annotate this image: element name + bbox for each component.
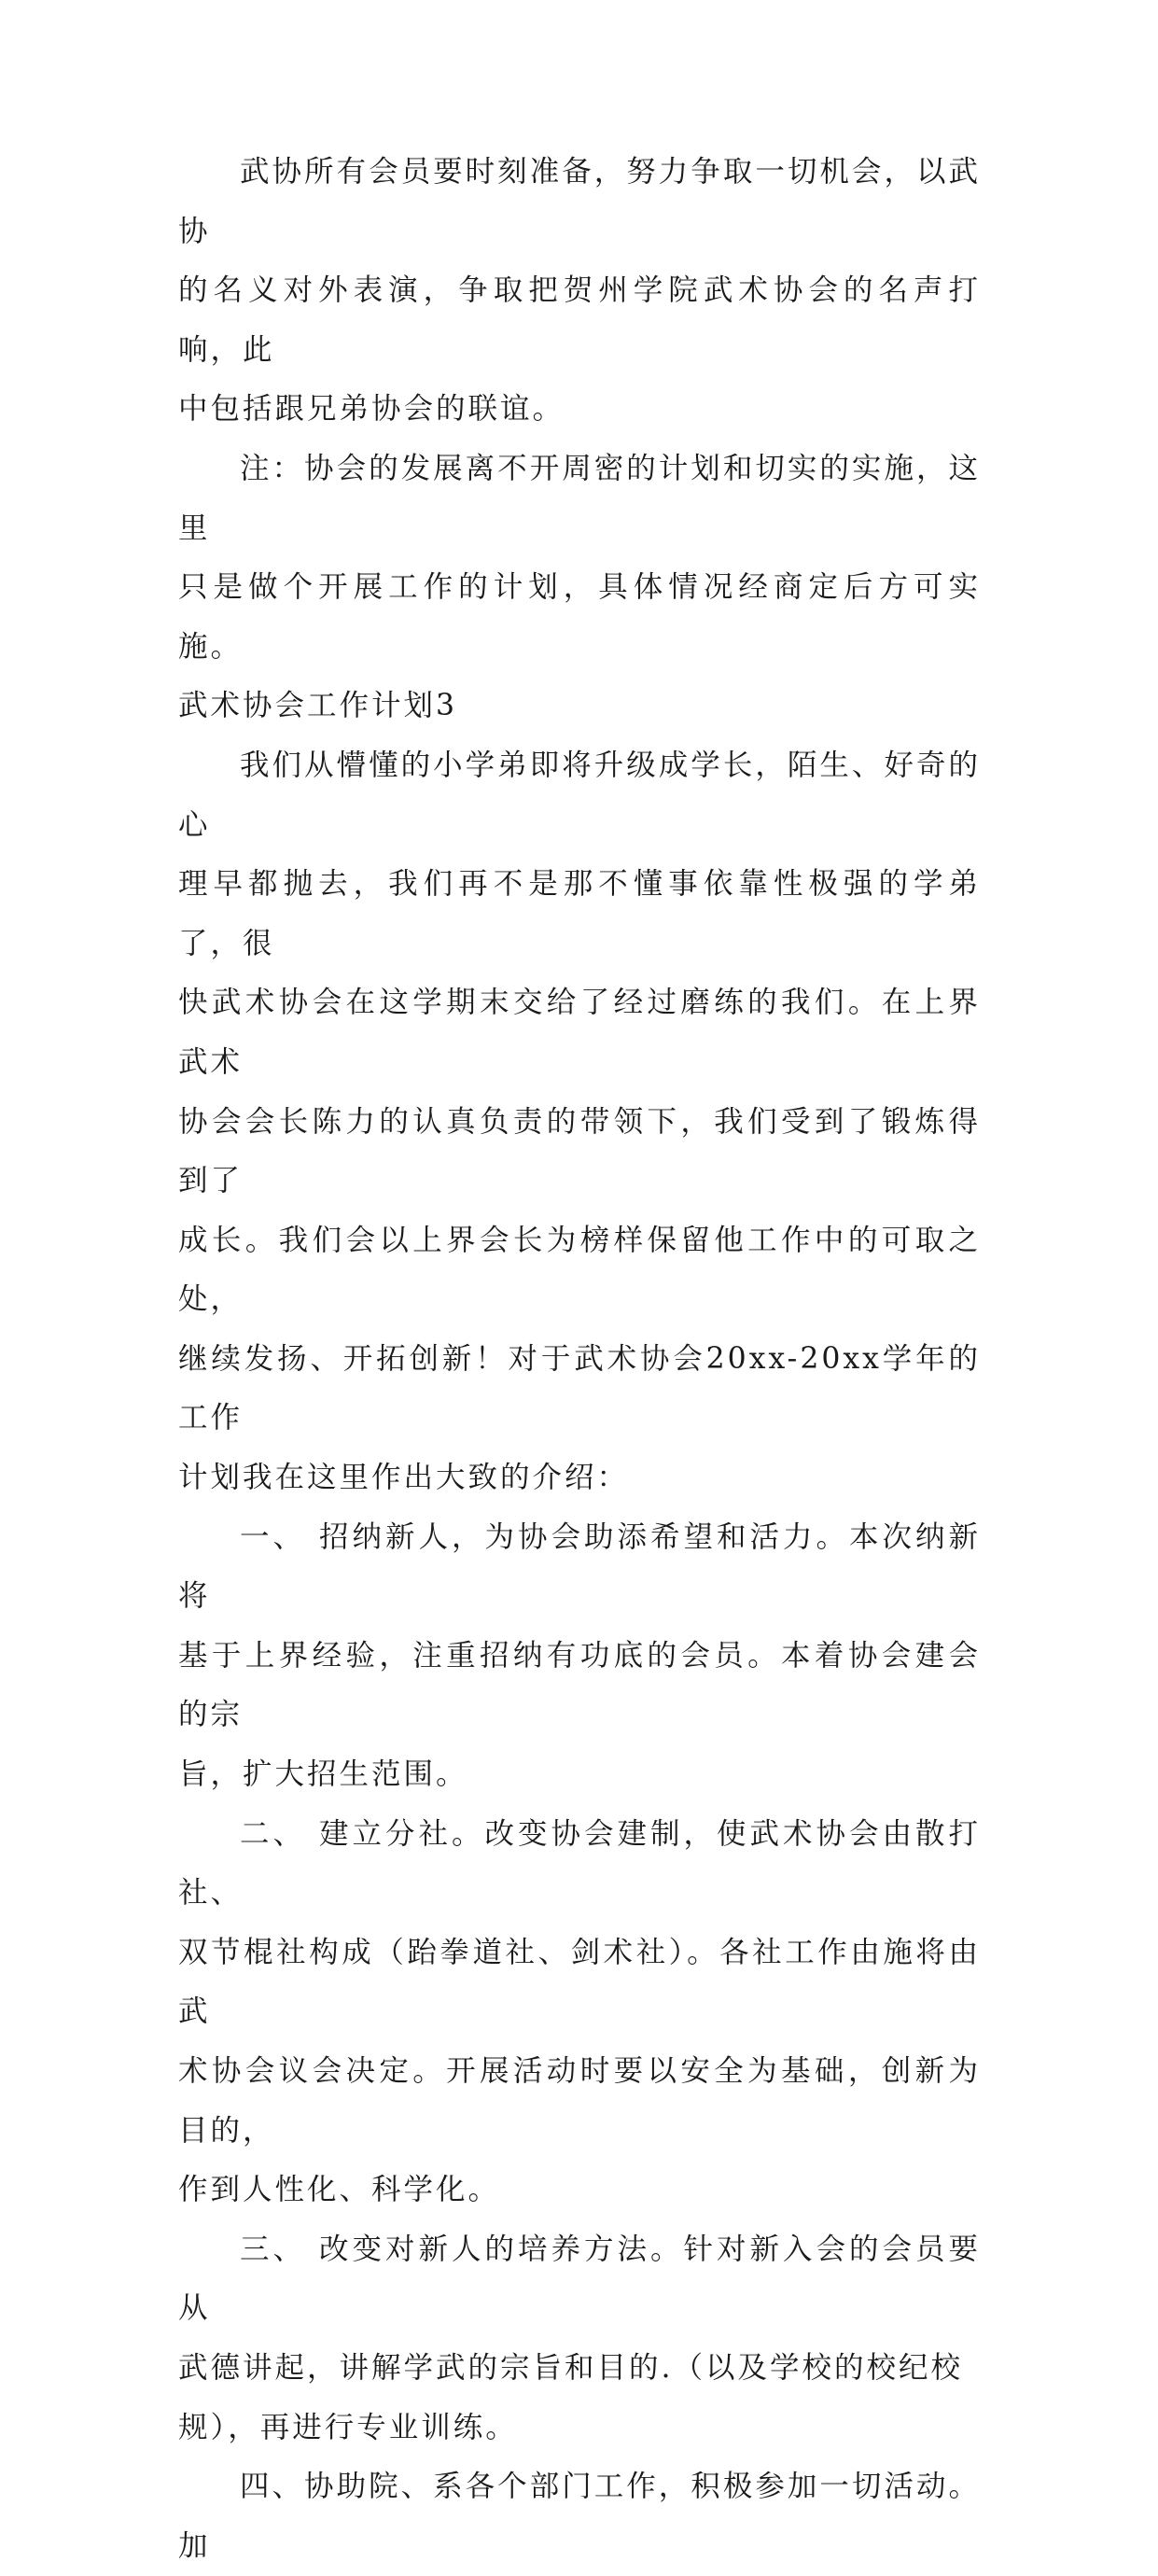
text-line: 一、 招纳新人，为协会助添希望和活力。本次纳新将: [178, 1519, 981, 1614]
text-line: 二、 建立分社。改变协会建制，使武术协会由散打社、: [178, 1816, 981, 1911]
text-line: 规），再进行专业训练。: [178, 2410, 518, 2444]
list-item-assist: [178, 2457, 981, 2576]
text-line: 旨，扩大招生范围。: [178, 1757, 468, 1792]
text-line: 协会会长陈力的认真负责的带领下，我们受到了锻炼得到了: [178, 1104, 981, 1198]
text-line: 的名义对外表演，争取把贺州学院武术协会的名声打响，此: [178, 273, 981, 367]
text-line: 中包括跟兄弟协会的联谊。: [178, 392, 565, 427]
text-line: 成长。我们会以上界会长为榜样保留他工作中的可取之处，: [178, 1223, 981, 1317]
paragraph-intro-performance: [178, 143, 981, 440]
text-line: 基于上界经验，注重招纳有功底的会员。本着协会建会的宗: [178, 1638, 981, 1732]
text-line: 武德讲起，讲解学武的宗旨和目的.（以及学校的校纪校: [178, 2350, 964, 2385]
list-item-recruit: [178, 1508, 981, 1805]
list-item-branches: [178, 1805, 981, 2220]
text-line: 注：协会的发展离不开周密的计划和切实的实施，这里: [178, 451, 981, 545]
document-body: [178, 143, 981, 2576]
text-line: 我们从懵懂的小学弟即将升级成学长，陌生、好奇的心: [178, 748, 981, 842]
text-line: 继续发扬、开拓创新！对于武术协会20xx-20xx学年的工作: [178, 1341, 981, 1435]
text-line: 四、协助院、系各个部门工作，积极参加一切活动。加: [178, 2470, 981, 2563]
text-line: 只是做个开展工作的计划，具体情况经商定后方可实施。: [178, 570, 981, 664]
text-line: 快武术协会在这学期末交给了经过磨练的我们。在上界武术: [178, 986, 981, 1079]
section-heading: 武术协会工作计划3: [178, 689, 458, 723]
text-line: 三、 改变对新人的培养方法。针对新入会的会员要从: [178, 2232, 981, 2326]
paragraph-introduction: [178, 736, 981, 1508]
text-line: 作到人性化、科学化。: [178, 2173, 501, 2207]
paragraph-note: [178, 440, 981, 677]
text-line: 计划我在这里作出大致的介绍：: [178, 1461, 630, 1495]
text-line: 武协所有会员要时刻准备，努力争取一切机会，以武协: [178, 155, 981, 248]
text-line: 双节棍社构成（跆拳道社、剑术社）。各社工作由施将由武: [178, 1935, 981, 2029]
text-line: 理早都抛去，我们再不是那不懂事依靠性极强的学弟了，很: [178, 867, 981, 960]
list-item-training: [178, 2220, 981, 2457]
text-line: 术协会议会决定。开展活动时要以安全为基础，创新为目的，: [178, 2054, 981, 2148]
